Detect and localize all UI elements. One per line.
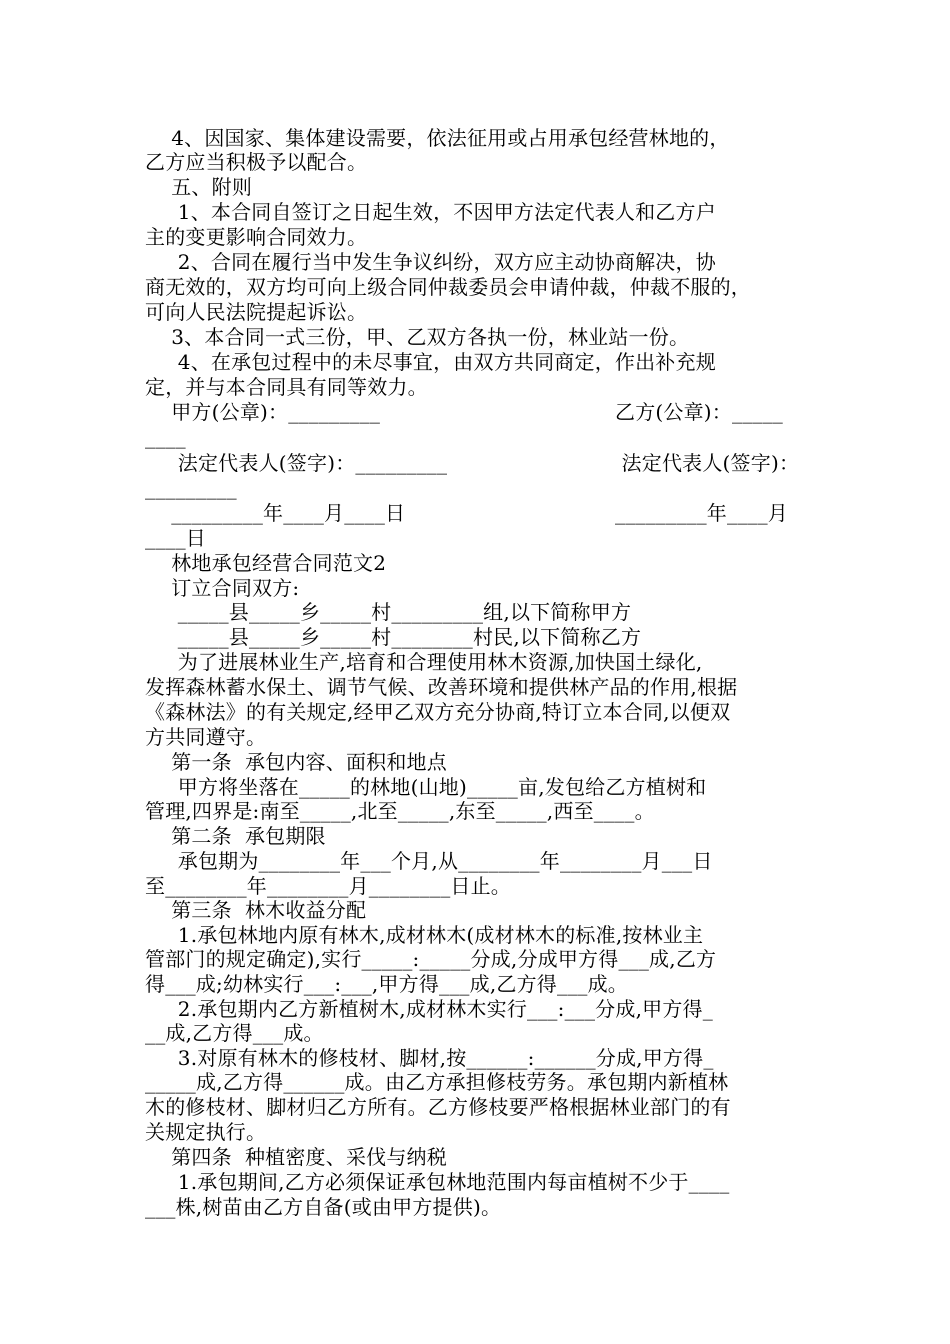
doc-line: 《森林法》的有关规定,经甲乙双方充分协商,特订立本合同,以便双	[145, 700, 731, 724]
doc-line: 五、附则	[145, 175, 253, 199]
doc-line: 第二条 承包期限	[145, 824, 326, 848]
doc-line-right: 乙方(公章)：_____	[615, 400, 784, 424]
doc-line: 1.承包林地内原有林木,成材林木(成材林木的标准,按林业主	[145, 923, 704, 947]
doc-line: _________年____月____日	[145, 501, 406, 525]
doc-line: 4、因国家、集体建设需要，依法征用或占用承包经营林地的，	[145, 126, 730, 150]
doc-line: 2、合同在履行当中发生争议纠纷，双方应主动协商解决，协	[145, 250, 716, 274]
doc-line: 1、本合同自签订之日起生效，不因甲方法定代表人和乙方户	[145, 200, 716, 224]
doc-line: _____县_____乡_____村_________组,以下简称甲方	[145, 600, 632, 624]
doc-line: 林地承包经营合同范文2	[145, 551, 387, 575]
doc-line: 2.承包期内乙方新植树木,成材林木实行___:___分成,甲方得_	[145, 997, 713, 1021]
doc-line: 4、在承包过程中的未尽事宜，由双方共同商定，作出补充规	[145, 350, 716, 374]
doc-line: 第三条 林木收益分配	[145, 898, 367, 922]
doc-line: _________	[145, 476, 237, 500]
doc-line: 为了进展林业生产,培育和合理使用林木资源,加快国土绿化,	[145, 650, 703, 674]
doc-line: 至________年________月________日止。	[145, 874, 511, 898]
doc-line: 商无效的，双方均可向上级合同仲裁委员会申请仲裁，仲裁不服的，	[145, 275, 751, 299]
doc-line: 法定代表人(签字)：_________	[145, 451, 448, 475]
doc-line: 第一条 承包内容、面积和地点	[145, 750, 447, 774]
doc-line: 主的变更影响合同效力。	[145, 225, 368, 249]
doc-line: 甲方(公章)：_________	[145, 400, 381, 424]
doc-line: 方共同遵守。	[145, 725, 267, 749]
doc-line: ____	[145, 425, 186, 449]
doc-line: 可向人民法院提起诉讼。	[145, 300, 368, 324]
doc-line: 承包期为________年___个月,从________年________月___日	[145, 849, 713, 873]
doc-line: ____日	[145, 526, 206, 550]
doc-line: _____成,乙方得______成。由乙方承担修枝劳务。承包期内新植林	[145, 1070, 729, 1094]
doc-line-right: _________年____月	[615, 501, 788, 525]
doc-line: 关规定执行。	[145, 1120, 267, 1144]
doc-line: ___株,树苗由乙方自备(或由甲方提供)。	[145, 1195, 502, 1219]
doc-line: 第四条 种植密度、采伐与纳税	[145, 1145, 447, 1169]
doc-line: 木的修枝材、脚材归乙方所有。乙方修枝要严格根据林业部门的有	[145, 1095, 731, 1119]
doc-line: 1.承包期间,乙方必须保证承包林地范围内每亩植树不少于____	[145, 1170, 730, 1194]
doc-line: 乙方应当积极予以配合。	[145, 150, 368, 174]
doc-line: 订立合同双方:	[145, 576, 300, 600]
doc-line: 定，并与本合同具有同等效力。	[145, 375, 428, 399]
doc-line: _____县_____乡_____村________村民,以下简称乙方	[145, 625, 642, 649]
doc-line: 得___成;幼林实行___:___,甲方得___成,乙方得___成。	[145, 972, 628, 996]
doc-line: __成,乙方得___成。	[145, 1021, 324, 1045]
doc-line: 3、本合同一式三份，甲、乙双方各执一份，林业站一份。	[145, 325, 690, 349]
doc-line: 甲方将坐落在_____的林地(山地)_____亩,发包给乙方植树和	[145, 775, 707, 799]
doc-line: 管部门的规定确定),实行_____:_____分成,分成甲方得___成,乙方	[145, 947, 717, 971]
doc-line: 发挥森林蓄水保土、调节气候、改善环境和提供林产品的作用,根据	[145, 675, 738, 699]
doc-line: 管理,四界是:南至_____,北至_____,东至_____,西至____。	[145, 799, 655, 823]
doc-line-right: 法定代表人(签字)：	[615, 451, 800, 475]
doc-line: 3.对原有林木的修枝材、脚材,按______:______分成,甲方得_	[145, 1046, 714, 1070]
